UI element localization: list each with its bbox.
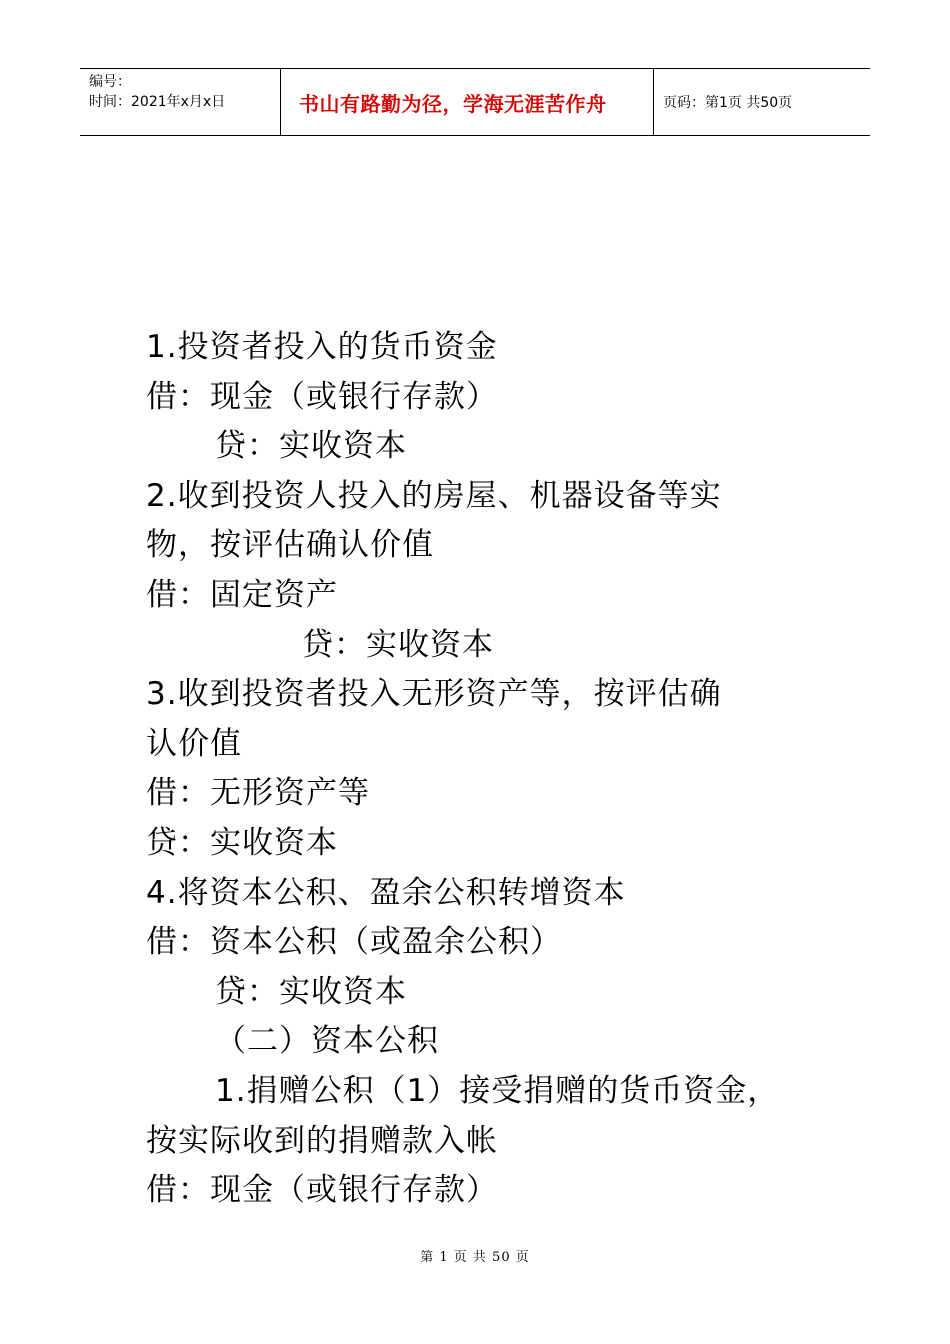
- section-heading: （二）资本公积: [215, 1023, 439, 1060]
- motto-text: 书山有路勤为径，学海无涯苦作舟: [299, 91, 607, 116]
- text-line: 借：无形资产等: [146, 775, 370, 812]
- text-line: 3.收到投资者投入无形资产等，按评估确: [146, 676, 722, 713]
- text-line: 贷：实收资本: [302, 626, 494, 663]
- text-line: 贷：实收资本: [146, 824, 338, 861]
- text-line: 借：固定资产: [146, 576, 338, 613]
- header-meta-cell: [80, 69, 281, 135]
- header-motto-cell: [281, 69, 654, 135]
- text-line: 借：资本公积（或盈余公积）: [146, 924, 562, 961]
- page-info: 页码：第1页 共50页: [663, 95, 793, 111]
- text-line: 贷：实收资本: [215, 428, 407, 465]
- text-line: 借：现金（或银行存款）: [146, 378, 498, 415]
- page-footer: [0, 1246, 950, 1265]
- page-header: [80, 68, 870, 136]
- header-page-cell: [654, 69, 870, 135]
- text-line: 1.捐赠公积（1）接受捐赠的货币资金，: [215, 1072, 780, 1109]
- text-line: 按实际收到的捐赠款入帐: [146, 1122, 498, 1159]
- text-line: 贷：实收资本: [215, 973, 407, 1010]
- text-line: 2.收到投资人投入的房屋、机器设备等实: [146, 477, 722, 514]
- document-body: [146, 323, 846, 1216]
- date-label: 时间：2021年x月x日: [89, 94, 226, 110]
- number-label: 编号：: [89, 74, 131, 90]
- footer-page-number: 第 1 页 共 50 页: [420, 1250, 530, 1265]
- text-line: 物，按评估确认价值: [146, 527, 434, 564]
- text-line: 借：现金（或银行存款）: [146, 1172, 498, 1209]
- text-line: 4.将资本公积、盈余公积转增资本: [146, 874, 626, 911]
- text-line: 认价值: [146, 725, 242, 762]
- text-line: 1.投资者投入的货币资金: [146, 329, 498, 365]
